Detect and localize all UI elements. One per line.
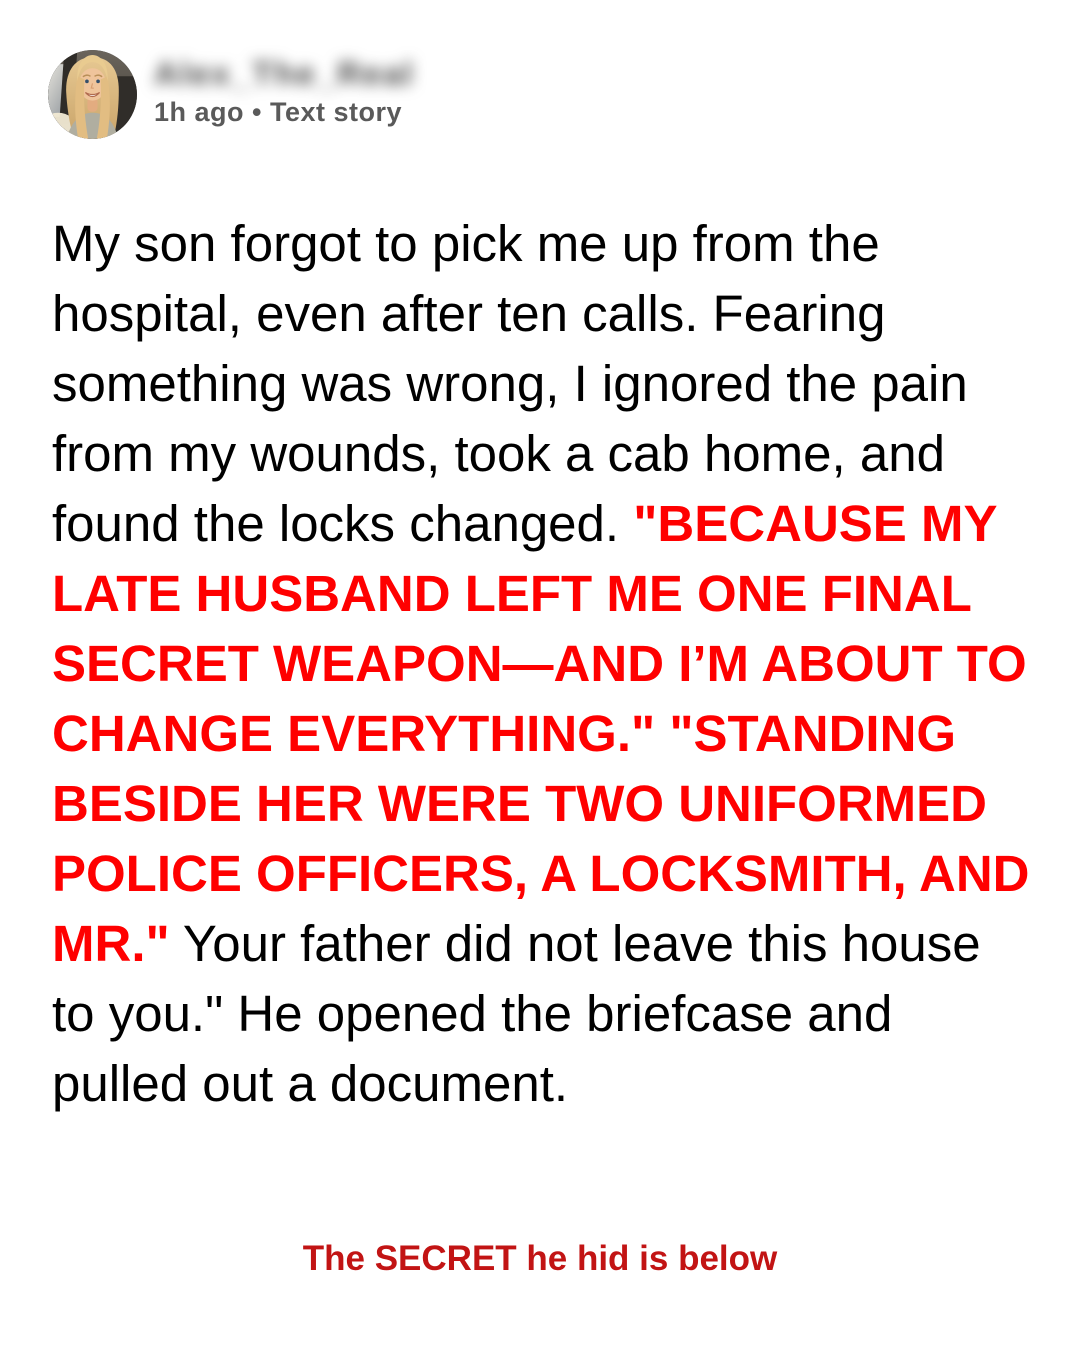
story-segment-outro: Your father did not leave this house to you." He opened the briefcase and pulled out a document.	[52, 915, 981, 1112]
post-meta: 1h ago • Text story	[154, 97, 403, 127]
story-text	[52, 209, 1030, 1119]
avatar[interactable]	[48, 50, 137, 139]
story-segment-intro: My son forgot to pick me up from the hospital, even after ten calls. Fearing something was wrong, I ignored the pain from my wounds, took a cab home, and found the locks changed.	[52, 215, 968, 552]
avatar-image	[48, 50, 137, 139]
footer-teaser: The SECRET he hid is below	[302, 1239, 778, 1278]
eye-left	[85, 80, 89, 84]
header-text	[154, 50, 415, 127]
post-header	[48, 50, 415, 139]
username-blurred[interactable]: Alex_The_Real	[154, 55, 415, 92]
story-segment-highlight: "BECAUSE MY LATE HUSBAND LEFT ME ONE FINAL SECRET WEAPON—AND I’M ABOUT TO CHANGE EVERYTHING." "STANDING BESIDE HER WERE TWO UNIFORMED POLICE OFFICERS, A LOCKSMITH, AND MR."	[52, 495, 1030, 972]
eye-right	[96, 80, 100, 84]
